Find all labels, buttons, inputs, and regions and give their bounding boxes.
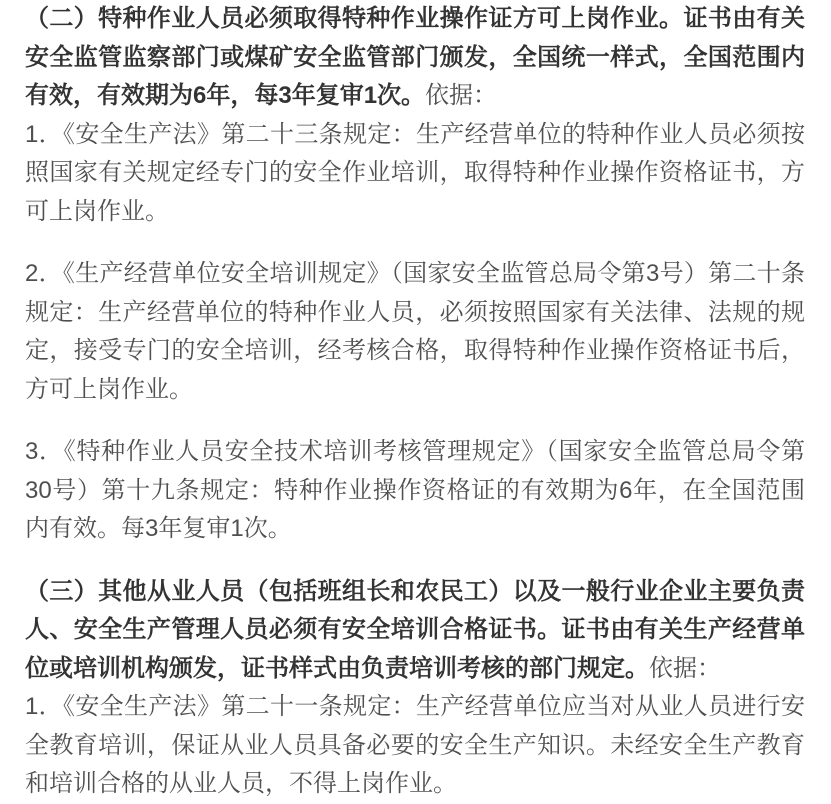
paragraph-citation-2 xyxy=(25,255,805,409)
paragraph-citation-3 xyxy=(25,433,805,549)
paragraph-basis-label: 依据： xyxy=(425,82,498,109)
paragraph-text: 1．《安全生产法》第二十三条规定：生产经营单位的特种作业人员必须按照国家有关规定经专门的安全作业培训，取得特种作业操作资格证书，方可上岗作业。 xyxy=(25,120,805,225)
paragraph-citation-1 xyxy=(25,116,805,232)
paragraph-basis-label: 依据： xyxy=(649,654,721,682)
paragraph-bold-text: （二）特种作业人员必须取得特种作业操作证方可上岗作业。证书由有关安全监管监察部门或煤矿安全监管部门颁发，全国统一样式，全国范围内有效，有效期为6年，每3年复审1次。 xyxy=(25,5,805,109)
paragraph-heading-section-3 xyxy=(25,573,805,689)
paragraph-text: 1．《安全生产法》第二十一条规定：生产经营单位应当对从业人员进行安全教育培训，保证从业人员具备必要的安全生产知识。未经安全生产教育和培训合格的从业人员，不得上岗作业。 xyxy=(25,693,805,797)
paragraph-text: 2．《生产经营单位安全培训规定》（国家安全监管总局令第3号）第二十条规定：生产经营单位的特种作业人员，必须按照国家有关法律、法规的规定，接受专门的安全培训，经考核合格，取得特种作业操作资格证书后，方可上岗作业。 xyxy=(25,260,805,403)
paragraph-citation-4 xyxy=(25,688,805,804)
paragraph-heading-section-2 xyxy=(25,0,805,116)
paragraph-bold-text: （三）其他从业人员（包括班组长和农民工）以及一般行业企业主要负责人、安全生产管理人员必须有安全培训合格证书。证书由有关生产经营单位或培训机构颁发，证书样式由负责培训考核的部门规定。 xyxy=(25,577,805,682)
paragraph-text: 3．《特种作业人员安全技术培训考核管理规定》（国家安全监管总局令第30号）第十九条规定：特种作业操作资格证的有效期为6年，在全国范围内有效。每3年复审1次。 xyxy=(25,438,805,542)
